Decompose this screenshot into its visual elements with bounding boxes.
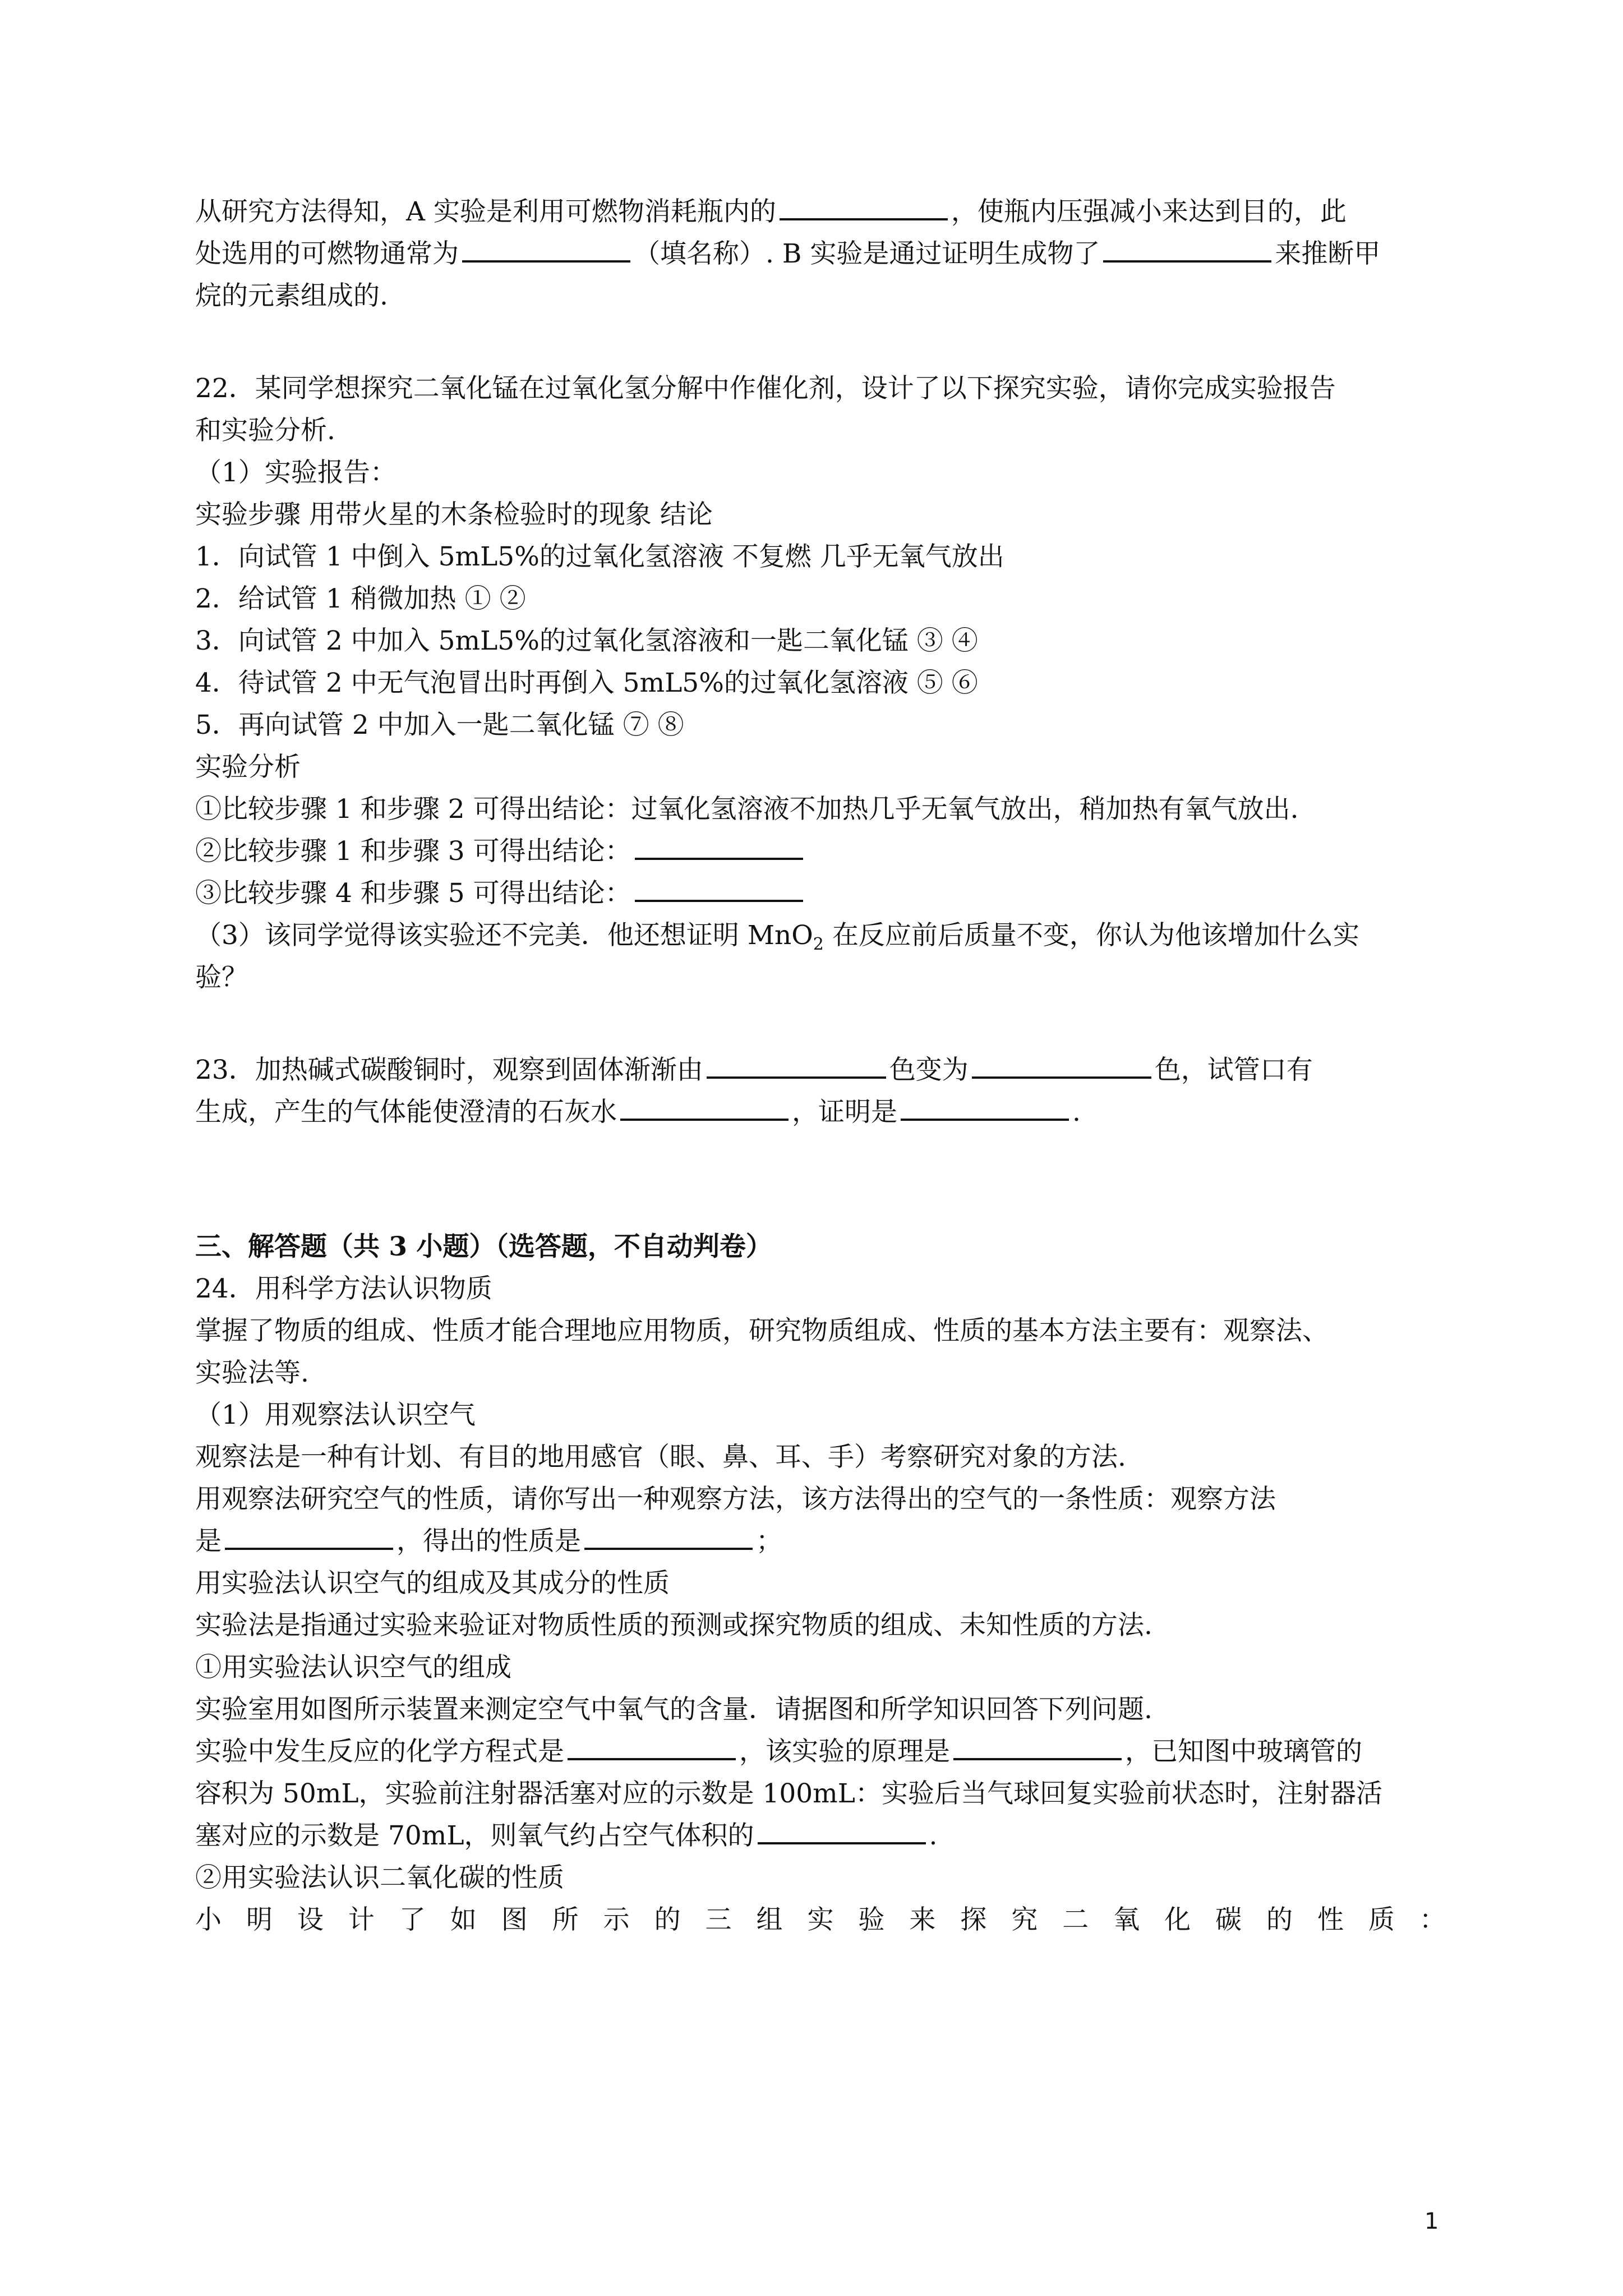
subscript: 2 — [813, 935, 824, 954]
char: 二 — [1062, 1904, 1089, 1935]
page-number: 1 — [1424, 2208, 1439, 2234]
q21-text: 从研究方法得知，A 实验是利用可燃物消耗瓶内的 — [195, 196, 776, 227]
char: 验 — [858, 1904, 885, 1935]
q24-p7: ①用实验法认识空气的组成 — [195, 1652, 511, 1683]
char: 性 — [1317, 1904, 1344, 1935]
q24-text: 塞对应的示数是 70mL，则氧气约占空气体积的 — [195, 1820, 754, 1851]
char: 碳 — [1215, 1904, 1242, 1935]
q23-text: ，证明是 — [792, 1097, 897, 1128]
q24-text: ，已知图中玻璃管的 — [1125, 1736, 1362, 1767]
q24-p2: 观察法是一种有计划、有目的地用感官（眼、鼻、耳、手）考察研究对象的方法. — [195, 1442, 1126, 1473]
q21-text: （填名称）. B 实验是通过证明生成物了 — [634, 238, 1100, 269]
q23-line-2 — [195, 1093, 1446, 1132]
answer-blank[interactable] — [620, 1093, 789, 1121]
answer-blank[interactable] — [953, 1732, 1122, 1760]
q22-step-4: 4．待试管 2 中无气泡冒出时再倒入 5mL5%的过氧化氢溶液 ⑤ ⑥ — [195, 668, 978, 698]
q23-text: 23．加热碱式碳酸铜时，观察到固体渐渐由 — [195, 1055, 703, 1085]
answer-blank[interactable] — [758, 1816, 926, 1844]
q22-part-3 — [195, 916, 1446, 955]
q22-analysis-1: ①比较步骤 1 和步骤 2 可得出结论：过氧化氢溶液不加热几乎无氧气放出，稍加热有氧气放出. — [195, 794, 1299, 825]
q24-text: ，得出的性质是 — [396, 1526, 581, 1557]
answer-blank[interactable] — [462, 234, 630, 263]
q23-text: . — [1072, 1097, 1081, 1128]
q24-text: . — [929, 1820, 938, 1851]
q24-p1: 掌握了物质的组成、性质才能合理地应用物质，研究物质组成、性质的基本方法主要有：观察法、 — [195, 1315, 1329, 1346]
q22-analysis-title: 实验分析 — [195, 752, 301, 783]
q22-part3-text: 在反应前后质量不变，你认为他该增加什么实 — [823, 920, 1359, 951]
q23-text: 色变为 — [889, 1055, 969, 1085]
answer-blank[interactable] — [225, 1522, 393, 1550]
char: 示 — [603, 1904, 630, 1935]
answer-blank[interactable] — [635, 832, 803, 860]
answer-blank[interactable] — [972, 1051, 1151, 1079]
answer-blank[interactable] — [568, 1732, 736, 1760]
q23-text: 色，试管口有 — [1154, 1055, 1313, 1085]
char: 探 — [960, 1904, 987, 1935]
q24-p9 — [195, 1732, 1446, 1772]
q24-text: ，该实验的原理是 — [739, 1736, 950, 1767]
q24-p3: 用观察法研究空气的性质，请你写出一种观察方法，该方法得出的空气的一条性质：观察方法 — [195, 1484, 1276, 1515]
q21-text: 处选用的可燃物通常为 — [195, 238, 459, 269]
char: 所 — [552, 1904, 579, 1935]
q22-step-5: 5．再向试管 2 中加入一匙二氧化锰 ⑦ ⑧ — [195, 710, 684, 740]
q24-p10: 容积为 50mL，实验前注射器活塞对应的示数是 100mL：实验后当气球回复实验前状态时，注射器活 — [195, 1778, 1382, 1809]
char: 的 — [654, 1904, 681, 1935]
q22-analysis-text: ②比较步骤 1 和步骤 3 可得出结论： — [195, 836, 631, 867]
char: 组 — [756, 1904, 783, 1935]
q22-step-2: 2．给试管 1 稍微加热 ① ② — [195, 583, 526, 614]
answer-blank[interactable] — [707, 1051, 886, 1079]
q24-p13 — [195, 1901, 1446, 1940]
q24-p8: 实验室用如图所示装置来测定空气中氧气的含量．请据图和所学知识回答下列问题. — [195, 1694, 1152, 1725]
q22-analysis-3 — [195, 874, 1446, 913]
char: 图 — [501, 1904, 528, 1935]
q22-step-3: 3．向试管 2 中加入 5mL5%的过氧化氢溶液和一匙二氧化锰 ③ ④ — [195, 625, 978, 656]
char: 三 — [705, 1904, 732, 1935]
char: 的 — [1266, 1904, 1293, 1935]
char: 氧 — [1113, 1904, 1140, 1935]
q24-p5: 用实验法认识空气的组成及其成分的性质 — [195, 1568, 670, 1599]
q22-report-title: （1）实验报告： — [195, 457, 396, 488]
q22-step-1: 1．向试管 1 中倒入 5mL5%的过氧化氢溶液 不复燃 几乎无氧气放出 — [195, 541, 1004, 572]
q21-line-2 — [195, 234, 1446, 274]
q22-intro-1: 22．某同学想探究二氧化锰在过氧化氢分解中作催化剂，设计了以下探究实验，请你完成实验报告 — [195, 373, 1336, 404]
q22-part-3-cont: 验？ — [195, 962, 248, 993]
q24-text: 是 — [195, 1526, 222, 1557]
q24-text: 实验中发生反应的化学方程式是 — [195, 1736, 564, 1767]
q22-analysis-text: ③比较步骤 4 和步骤 5 可得出结论： — [195, 878, 631, 909]
char: 究 — [1011, 1904, 1038, 1935]
char: 如 — [450, 1904, 477, 1935]
char: 来 — [909, 1904, 936, 1935]
answer-blank[interactable] — [780, 192, 948, 220]
q22-analysis-2 — [195, 832, 1446, 871]
section-3-heading: 三、解答题（共 3 小题）（选答题，不自动判卷） — [195, 1231, 772, 1262]
q24-p1b: 实验法等. — [195, 1358, 309, 1388]
char: 了 — [399, 1904, 426, 1935]
answer-blank[interactable] — [635, 874, 803, 902]
q24-text: ； — [756, 1526, 782, 1557]
char: 小 — [195, 1904, 222, 1935]
char: 明 — [246, 1904, 273, 1935]
char: 实 — [807, 1904, 834, 1935]
q24-p11 — [195, 1816, 1446, 1856]
answer-blank[interactable] — [584, 1522, 753, 1550]
q24-sub1: （1）用观察法认识空气 — [195, 1400, 476, 1430]
q21-line-3: 烷的元素组成的. — [195, 280, 388, 311]
q21-text: ，使瓶内压强减小来达到目的，此 — [951, 196, 1347, 227]
q21-text: 来推断甲 — [1275, 238, 1381, 269]
q24-title: 24．用科学方法认识物质 — [195, 1273, 492, 1304]
q24-p12: ②用实验法认识二氧化碳的性质 — [195, 1862, 564, 1893]
q23-text: 生成，产生的气体能使澄清的石灰水 — [195, 1097, 617, 1128]
q23-line-1 — [195, 1051, 1446, 1090]
char: 计 — [348, 1904, 375, 1935]
char: 化 — [1164, 1904, 1191, 1935]
char: ： — [1419, 1904, 1446, 1935]
char: 质 — [1368, 1904, 1395, 1935]
char: 设 — [297, 1904, 324, 1935]
answer-blank[interactable] — [1103, 234, 1271, 263]
q22-part3-text: （3）该同学觉得该实验还不完美．他还想证明 MnO — [195, 920, 813, 951]
q21-line-1 — [195, 192, 1446, 232]
q22-intro-2: 和实验分析. — [195, 415, 335, 446]
q22-table-header: 实验步骤 用带火星的木条检验时的现象 结论 — [195, 499, 713, 530]
q24-p6: 实验法是指通过实验来验证对物质性质的预测或探究物质的组成、未知性质的方法. — [195, 1610, 1152, 1641]
answer-blank[interactable] — [901, 1093, 1069, 1121]
q24-p4 — [195, 1522, 1446, 1561]
